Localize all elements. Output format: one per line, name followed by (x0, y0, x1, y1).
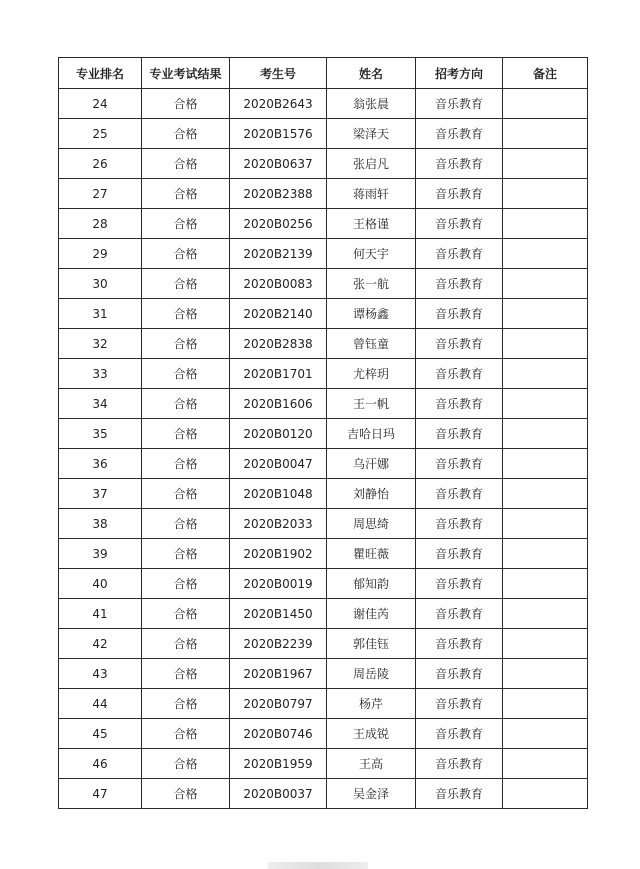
cell-name: 杨芹 (327, 689, 416, 719)
cell-note (503, 179, 588, 209)
cell-name: 张启凡 (327, 149, 416, 179)
cell-note (503, 719, 588, 749)
cell-result: 合格 (142, 239, 230, 269)
cell-result: 合格 (142, 629, 230, 659)
table-row (59, 239, 588, 269)
cell-exam-id: 2020B0019 (230, 569, 327, 599)
cell-exam-id: 2020B2838 (230, 329, 327, 359)
cell-note (503, 479, 588, 509)
cell-rank: 28 (59, 209, 142, 239)
cell-rank: 29 (59, 239, 142, 269)
cell-note (503, 329, 588, 359)
cell-name: 王一帆 (327, 389, 416, 419)
header-result: 专业考试结果 (142, 58, 230, 89)
cell-note (503, 269, 588, 299)
cell-name: 刘静怡 (327, 479, 416, 509)
cell-rank: 30 (59, 269, 142, 299)
cell-result: 合格 (142, 419, 230, 449)
cell-name: 张一航 (327, 269, 416, 299)
cell-note (503, 599, 588, 629)
cell-name: 吴金泽 (327, 779, 416, 809)
cell-rank: 37 (59, 479, 142, 509)
cell-note (503, 89, 588, 119)
table-row (59, 299, 588, 329)
cell-direction: 音乐教育 (416, 329, 503, 359)
cell-rank: 34 (59, 389, 142, 419)
cell-exam-id: 2020B1959 (230, 749, 327, 779)
cell-exam-id: 2020B0637 (230, 149, 327, 179)
cell-name: 王格谨 (327, 209, 416, 239)
cell-note (503, 749, 588, 779)
cell-result: 合格 (142, 479, 230, 509)
cell-exam-id: 2020B1450 (230, 599, 327, 629)
cell-exam-id: 2020B0047 (230, 449, 327, 479)
cell-direction: 音乐教育 (416, 299, 503, 329)
cell-rank: 31 (59, 299, 142, 329)
cell-exam-id: 2020B2140 (230, 299, 327, 329)
cell-exam-id: 2020B0256 (230, 209, 327, 239)
cell-direction: 音乐教育 (416, 149, 503, 179)
table-row (59, 269, 588, 299)
cell-note (503, 119, 588, 149)
header-name: 姓名 (327, 58, 416, 89)
cell-result: 合格 (142, 389, 230, 419)
cell-result: 合格 (142, 269, 230, 299)
header-exam-id: 考生号 (230, 58, 327, 89)
cell-result: 合格 (142, 719, 230, 749)
cell-note (503, 689, 588, 719)
cell-result: 合格 (142, 749, 230, 779)
cell-result: 合格 (142, 569, 230, 599)
table-row (59, 659, 588, 689)
cell-exam-id: 2020B0083 (230, 269, 327, 299)
cell-name: 王高 (327, 749, 416, 779)
cell-direction: 音乐教育 (416, 689, 503, 719)
cell-name: 郁知韵 (327, 569, 416, 599)
cell-note (503, 629, 588, 659)
cell-rank: 46 (59, 749, 142, 779)
cell-exam-id: 2020B2388 (230, 179, 327, 209)
table-row (59, 539, 588, 569)
cell-name: 谭杨鑫 (327, 299, 416, 329)
results-table (58, 57, 588, 809)
cell-direction: 音乐教育 (416, 389, 503, 419)
cell-direction: 音乐教育 (416, 479, 503, 509)
cell-rank: 38 (59, 509, 142, 539)
table-row (59, 359, 588, 389)
cell-result: 合格 (142, 689, 230, 719)
cell-rank: 45 (59, 719, 142, 749)
table-row (59, 209, 588, 239)
cell-exam-id: 2020B1048 (230, 479, 327, 509)
cell-exam-id: 2020B2139 (230, 239, 327, 269)
cell-note (503, 419, 588, 449)
cell-name: 吉哈日玛 (327, 419, 416, 449)
table-body (59, 89, 588, 809)
table-row (59, 509, 588, 539)
cell-exam-id: 2020B1902 (230, 539, 327, 569)
cell-direction: 音乐教育 (416, 119, 503, 149)
table-row (59, 779, 588, 809)
cell-result: 合格 (142, 299, 230, 329)
cell-result: 合格 (142, 509, 230, 539)
cell-rank: 44 (59, 689, 142, 719)
cell-exam-id: 2020B0746 (230, 719, 327, 749)
cell-name: 瞿旺薇 (327, 539, 416, 569)
cell-rank: 26 (59, 149, 142, 179)
table-row (59, 599, 588, 629)
cell-result: 合格 (142, 149, 230, 179)
cell-exam-id: 2020B1967 (230, 659, 327, 689)
cell-direction: 音乐教育 (416, 419, 503, 449)
header-rank: 专业排名 (59, 58, 142, 89)
table-row (59, 119, 588, 149)
cell-rank: 35 (59, 419, 142, 449)
header-row (59, 58, 588, 89)
cell-exam-id: 2020B2239 (230, 629, 327, 659)
cell-note (503, 569, 588, 599)
cell-result: 合格 (142, 539, 230, 569)
table-header (59, 58, 588, 89)
table-row (59, 149, 588, 179)
cell-direction: 音乐教育 (416, 449, 503, 479)
cell-direction: 音乐教育 (416, 569, 503, 599)
cell-result: 合格 (142, 329, 230, 359)
cell-note (503, 239, 588, 269)
cell-note (503, 209, 588, 239)
cell-note (503, 449, 588, 479)
cell-direction: 音乐教育 (416, 509, 503, 539)
cell-name: 蒋雨轩 (327, 179, 416, 209)
cell-name: 何天宇 (327, 239, 416, 269)
cell-rank: 25 (59, 119, 142, 149)
cell-rank: 40 (59, 569, 142, 599)
table-row (59, 569, 588, 599)
cell-direction: 音乐教育 (416, 179, 503, 209)
table-row (59, 389, 588, 419)
cell-note (503, 359, 588, 389)
header-direction: 招考方向 (416, 58, 503, 89)
cell-result: 合格 (142, 359, 230, 389)
table-row (59, 419, 588, 449)
cell-result: 合格 (142, 119, 230, 149)
table-row (59, 179, 588, 209)
cell-direction: 音乐教育 (416, 269, 503, 299)
header-note: 备注 (503, 58, 588, 89)
cell-rank: 43 (59, 659, 142, 689)
cell-name: 曾钰童 (327, 329, 416, 359)
table-row (59, 89, 588, 119)
cell-rank: 24 (59, 89, 142, 119)
cell-note (503, 539, 588, 569)
cell-rank: 36 (59, 449, 142, 479)
cell-rank: 42 (59, 629, 142, 659)
table-row (59, 629, 588, 659)
cell-name: 谢佳芮 (327, 599, 416, 629)
cell-direction: 音乐教育 (416, 659, 503, 689)
cell-exam-id: 2020B0037 (230, 779, 327, 809)
cell-exam-id: 2020B0120 (230, 419, 327, 449)
cell-note (503, 299, 588, 329)
cell-exam-id: 2020B2033 (230, 509, 327, 539)
cell-name: 乌汗娜 (327, 449, 416, 479)
cell-direction: 音乐教育 (416, 629, 503, 659)
table-row (59, 719, 588, 749)
cell-rank: 41 (59, 599, 142, 629)
cell-note (503, 389, 588, 419)
cell-direction: 音乐教育 (416, 89, 503, 119)
table-row (59, 329, 588, 359)
cell-note (503, 779, 588, 809)
cell-direction: 音乐教育 (416, 539, 503, 569)
cell-rank: 39 (59, 539, 142, 569)
cell-direction: 音乐教育 (416, 779, 503, 809)
cell-direction: 音乐教育 (416, 239, 503, 269)
cell-direction: 音乐教育 (416, 599, 503, 629)
cell-result: 合格 (142, 659, 230, 689)
cell-name: 周岳陵 (327, 659, 416, 689)
cell-direction: 音乐教育 (416, 719, 503, 749)
cell-note (503, 659, 588, 689)
cell-exam-id: 2020B1701 (230, 359, 327, 389)
table-row (59, 749, 588, 779)
table-row (59, 479, 588, 509)
cell-exam-id: 2020B0797 (230, 689, 327, 719)
cell-rank: 47 (59, 779, 142, 809)
cell-name: 翁张晨 (327, 89, 416, 119)
table-row (59, 689, 588, 719)
cell-result: 合格 (142, 779, 230, 809)
cell-exam-id: 2020B1576 (230, 119, 327, 149)
cell-result: 合格 (142, 179, 230, 209)
cell-exam-id: 2020B1606 (230, 389, 327, 419)
cell-exam-id: 2020B2643 (230, 89, 327, 119)
cell-rank: 33 (59, 359, 142, 389)
cell-direction: 音乐教育 (416, 749, 503, 779)
cell-rank: 27 (59, 179, 142, 209)
cell-name: 梁泽天 (327, 119, 416, 149)
cell-result: 合格 (142, 449, 230, 479)
cell-result: 合格 (142, 599, 230, 629)
cell-direction: 音乐教育 (416, 209, 503, 239)
cell-result: 合格 (142, 209, 230, 239)
cell-name: 周思绮 (327, 509, 416, 539)
cell-name: 郭佳钰 (327, 629, 416, 659)
table-row (59, 449, 588, 479)
cell-rank: 32 (59, 329, 142, 359)
cell-note (503, 149, 588, 179)
footer-smudge (268, 862, 368, 869)
cell-result: 合格 (142, 89, 230, 119)
cell-name: 尤梓玥 (327, 359, 416, 389)
cell-note (503, 509, 588, 539)
cell-direction: 音乐教育 (416, 359, 503, 389)
cell-name: 王成锐 (327, 719, 416, 749)
